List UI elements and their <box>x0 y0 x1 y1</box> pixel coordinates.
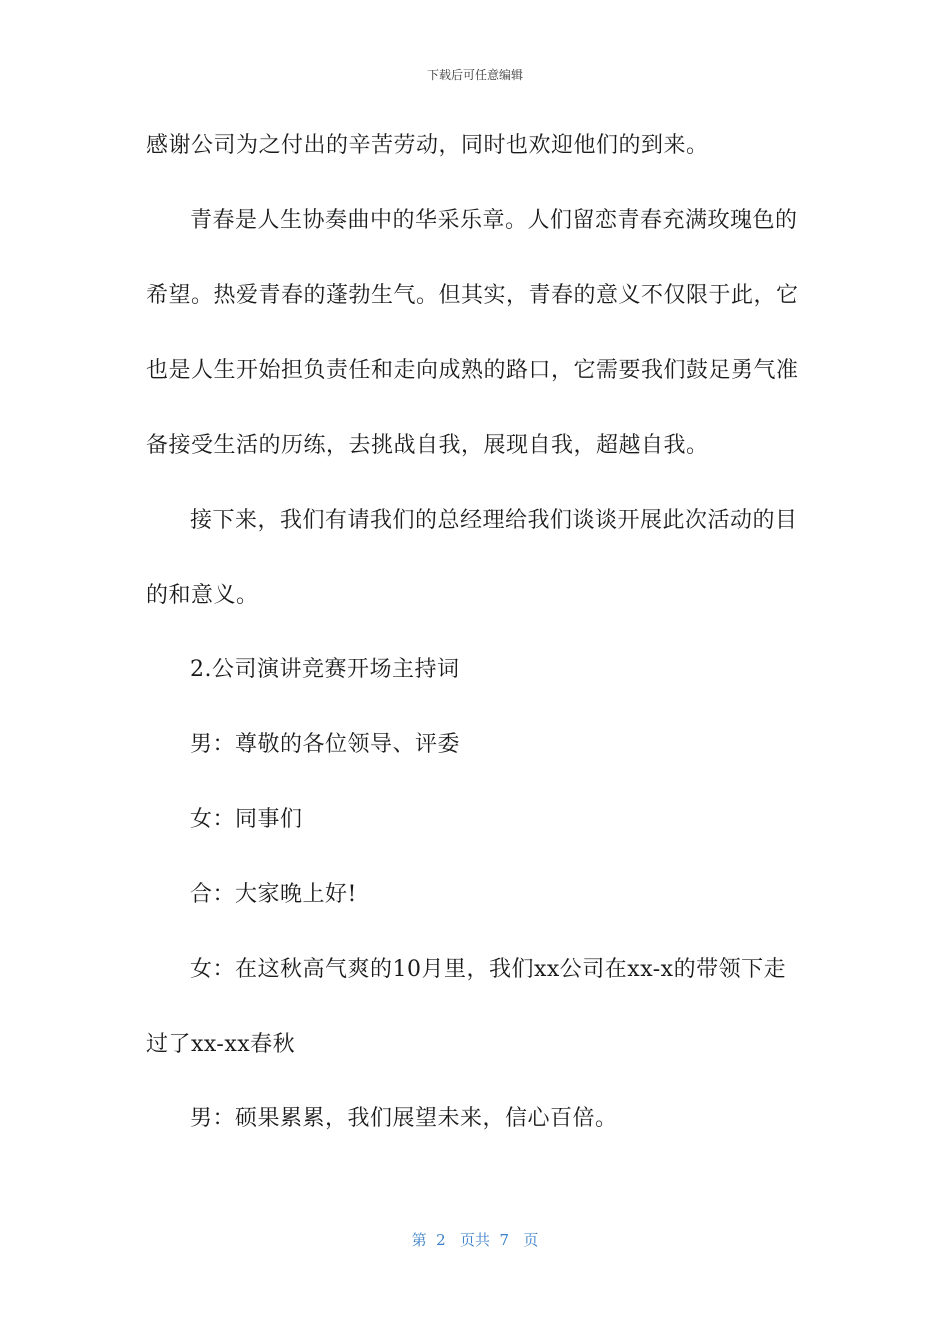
section-heading: 2.公司演讲竞赛开场主持词 <box>190 657 460 682</box>
text-line: 合：大家晚上好! <box>190 882 357 907</box>
page-header-note: 下载后可任意编辑 <box>426 68 523 82</box>
text-line: 青春是人生协奏曲中的华采乐章。人们留恋青春充满玫瑰色的 <box>190 208 798 233</box>
text-line: 接下来，我们有请我们的总经理给我们谈谈开展此次活动的目 <box>190 508 798 533</box>
text-line: 女：在这秋高气爽的10月里，我们xx公司在xx-x的带领下走 <box>190 957 787 982</box>
text-line: 希望。热爱青春的蓬勃生气。但其实，青春的意义不仅限于此，它 <box>146 283 799 308</box>
text-line: 男：硕果累累，我们展望未来，信心百倍。 <box>190 1106 618 1131</box>
text-line: 过了xx-xx春秋 <box>146 1032 296 1057</box>
text-line: 的和意义。 <box>146 583 259 608</box>
text-line: 备接受生活的历练，去挑战自我，展现自我，超越自我。 <box>146 433 709 458</box>
text-line: 感谢公司为之付出的辛苦劳动，同时也欢迎他们的到来。 <box>146 133 709 158</box>
text-line: 女：同事们 <box>190 807 303 832</box>
text-line: 男：尊敬的各位领导、评委 <box>190 732 461 757</box>
page-number-footer: 第 2 页共 7 页 <box>411 1231 539 1249</box>
text-line: 也是人生开始担负责任和走向成熟的路口，它需要我们鼓足勇气准 <box>146 358 799 383</box>
